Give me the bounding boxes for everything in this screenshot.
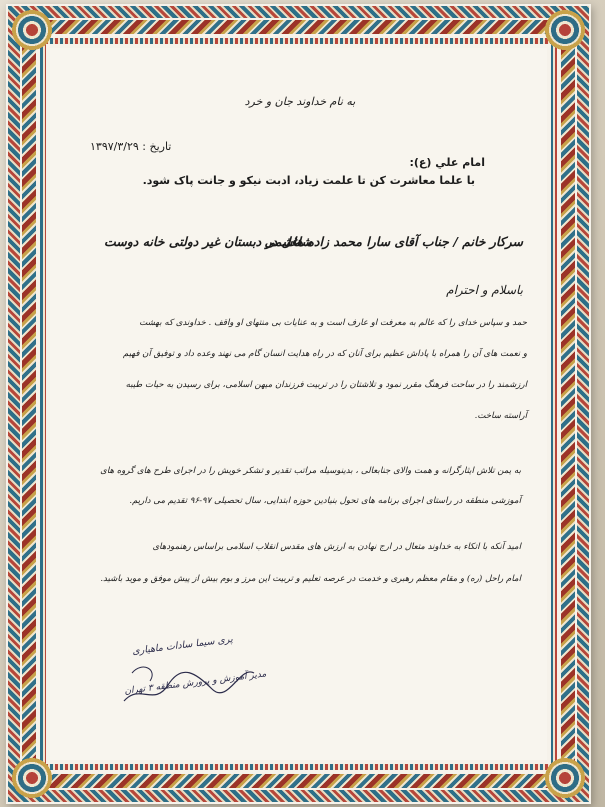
certificate-sheet	[6, 4, 591, 804]
paragraph-1-line-2: و نعمت های آن را همراه با پاداش عظیم برای آنان که در راه هدایت انسان گام می نهند وعده داد و توفیق آن فهیم	[123, 349, 527, 359]
date-value: ۱۳۹۷/۳/۲۹	[90, 140, 139, 153]
recipient-position: شاغل در دبستان غیر دولتی خانه دوست	[104, 234, 312, 249]
paragraph-2-line-2: آموزشی منطقه در راستای اجرای برنامه های تحول بنیادین حوزه ابتدایی، سال تحصیلی ۹۷-۹۶ تقدیم می داریم.	[129, 496, 521, 506]
date-row	[90, 140, 171, 153]
paragraph-1-line-3: ارزشمند را در ساحت فرهنگ مقرر نمود و تلاشتان را در تربیت فرزندان میهن اسلامی، برای رسیدن به حیات طیبه	[125, 380, 527, 390]
corner-ornament-icon	[12, 758, 52, 798]
signatory-name: پری سیما سادات ماهیاری	[131, 633, 234, 658]
paragraph-1-line-4: آراسته ساخت.	[474, 411, 527, 421]
greeting: باسلام و احترام	[446, 283, 523, 297]
paragraph-2-line-1: به یمن تلاش ایثارگرانه و همت والای جنابعالی ، بدینوسیله مراتب تقدیر و تشکر خویش را در اجرای طرح های گروه های	[100, 466, 521, 476]
recipient-line: سرکار خانم / جناب آقای سارا محمد زاده هاشمی	[264, 234, 523, 249]
quote-attribution: امام علي (ع):	[409, 156, 485, 169]
quote-text: با علما معاشرت کن تا علمت زیاد، ادبت نیکو و جانت پاک شود.	[142, 174, 475, 187]
signature-scribble-icon	[120, 643, 260, 713]
paragraph-3-line-2: امام راحل (ره) و مقام معظم رهبری و خدمت در عرصه تعلیم و تربیت این مرز و بوم بیش از پیش موفق و موید باشید.	[100, 574, 521, 584]
corner-ornament-icon	[545, 758, 585, 798]
paragraph-3-line-1: امید آنکه با اتکاء به خداوند متعال در ارج نهادن به ارزش های مقدس انقلاب اسلامی براساس رهنمودهای	[152, 542, 521, 552]
signatory-title: مدیر آموزش و پرورش منطقه ۳ تهران	[123, 669, 267, 697]
invocation: به نام خداوند جان و خرد	[244, 95, 356, 108]
certificate-body	[50, 48, 547, 760]
corner-ornament-icon	[12, 10, 52, 50]
corner-ornament-icon	[545, 10, 585, 50]
date-label: تاریخ :	[142, 140, 172, 153]
paragraph-1-line-1: حمد و سپاس خدای را که عالم به معرفت او عارف است و به عنایات بی منتهای او واقف . خداوندی که بهشت	[139, 318, 527, 328]
